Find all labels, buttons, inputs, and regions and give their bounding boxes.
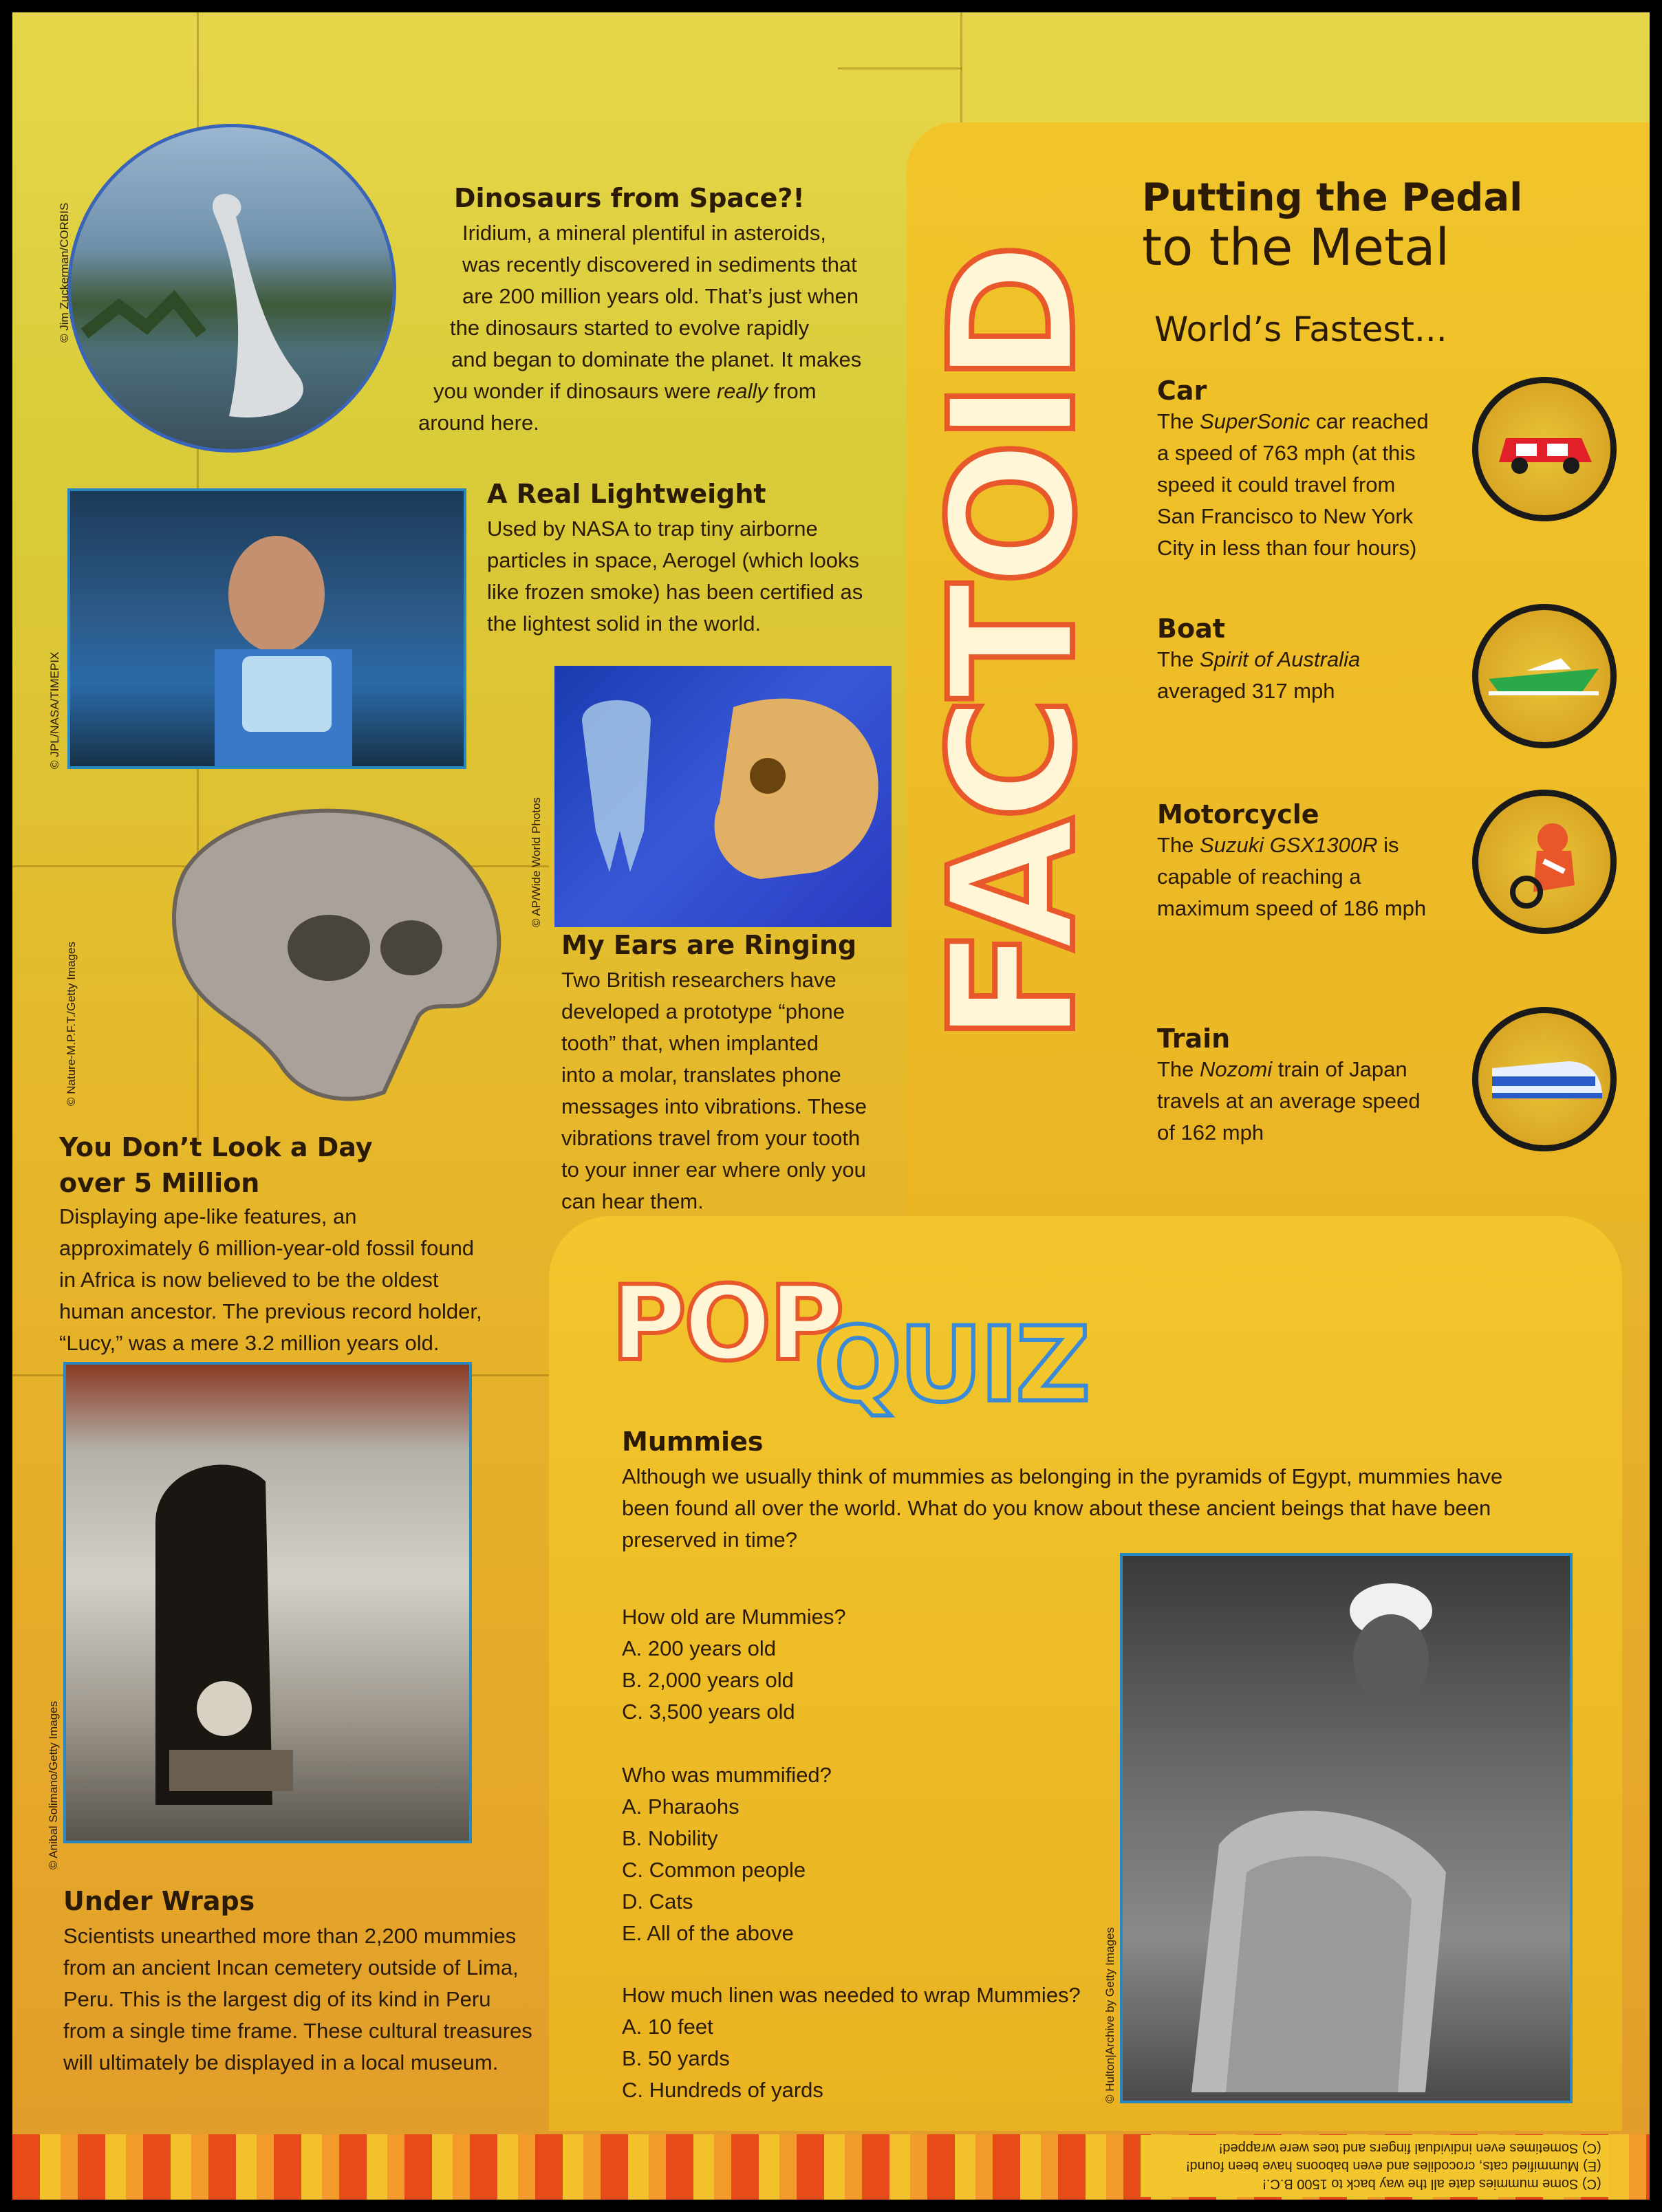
answer-option: A. Pharaohs <box>622 1794 740 1819</box>
text-line: particles in space, Aerogel (which looks <box>487 548 860 572</box>
text-line: like frozen smoke) has been certified as <box>487 580 863 604</box>
factoid-word-text: FACTOID <box>913 246 1113 1044</box>
aerogel-photo <box>67 488 466 769</box>
text-line: from a single time frame. These cultural treasures <box>63 2019 532 2043</box>
car-heading: Car <box>1157 376 1207 406</box>
dinosaur-illustration <box>71 127 396 453</box>
answer-option: B. Nobility <box>622 1826 718 1850</box>
text-line: to your inner ear where only you <box>561 1158 866 1182</box>
aerogel-photo-credit: © JPL/NASA/TIMEPIX <box>48 651 61 769</box>
text-line: Two British researchers have <box>561 968 837 992</box>
text-line: can hear them. <box>561 1189 704 1213</box>
mummy-coffin-illustration <box>1123 1556 1570 2101</box>
text-line: vibrations travel from your tooth <box>561 1126 861 1150</box>
cave-illustration <box>66 1365 469 1841</box>
text-line <box>1157 830 1426 861</box>
question-text: Who was mummified? <box>622 1763 832 1787</box>
emphasis-really: really <box>716 379 768 403</box>
text-span: The <box>1157 647 1200 671</box>
text-line: from an ancient Incan cemetery outside of Lima, <box>63 1955 519 1980</box>
text-line: travels at an average speed <box>1157 1089 1421 1113</box>
text-line: Scientists unearthed more than 2,200 mummies <box>63 1924 517 1948</box>
text-line: City in less than four hours) <box>1157 536 1417 560</box>
text-line: human ancestor. The previous record holder, <box>59 1299 482 1323</box>
answer-option: C. Common people <box>622 1858 806 1882</box>
text-span: The <box>1157 1057 1200 1081</box>
grid-line <box>838 67 962 69</box>
answer-option: A. 200 years old <box>622 1636 777 1660</box>
factoid-title <box>1142 176 1630 275</box>
skull-illustration <box>554 666 892 927</box>
text-span: car reached <box>1310 409 1429 433</box>
quiz-answers-upside-down <box>1141 2135 1608 2197</box>
text-line: tooth” that, when implanted <box>561 1031 819 1055</box>
answer-option: D. Cats <box>622 1889 693 1913</box>
fossil-heading-line2: over 5 Million <box>59 1168 260 1198</box>
boat-heading: Boat <box>1157 614 1225 644</box>
bullet-train-icon <box>1472 1007 1617 1151</box>
answer-option: E. All of the above <box>622 1921 794 1945</box>
fastest-car <box>1157 376 1429 564</box>
incan-cave-photo <box>63 1362 472 1843</box>
text-line <box>1157 1054 1421 1085</box>
lightweight-body <box>487 513 863 640</box>
dinosaur-photo-credit: © Jim Zuckerman/CORBIS <box>58 202 71 343</box>
lightweight-title <box>487 479 766 509</box>
text-line: San Francisco to New York <box>1157 504 1414 528</box>
text-line: Displaying ape-like features, an <box>59 1204 357 1228</box>
text-line: Peru. This is the largest dig of its kind in Peru <box>63 1987 491 2011</box>
answer-line: (C) Sometimes even individual fingers and toes were wrapped! <box>1219 2140 1601 2156</box>
quiz-answers-block <box>1186 2139 1601 2193</box>
text-line: maximum speed of 186 mph <box>1157 896 1427 920</box>
magazine-page <box>12 12 1650 2200</box>
question-text: How old are Mummies? <box>622 1605 846 1629</box>
text-line <box>433 376 898 407</box>
fastest-train <box>1157 1023 1421 1149</box>
text-line: averaged 317 mph <box>1157 679 1335 703</box>
incan-photo-credit: © Anibal Solimano/Getty Images <box>47 1701 60 1869</box>
fossil-skull-photo <box>143 790 528 1106</box>
text-line <box>1157 406 1429 437</box>
text-line: been found all over the world. What do you know about these ancient beings that have been <box>622 1496 1491 1520</box>
factoid-vertical-word <box>913 246 1113 1044</box>
text-line: will ultimately be displayed in a local museum. <box>63 2050 499 2074</box>
quiz-question-1 <box>622 1601 846 1728</box>
text-span: The <box>1157 409 1200 433</box>
fossil-heading-line1: You Don’t Look a Day <box>59 1132 373 1162</box>
text-line: into a molar, translates phone <box>561 1063 841 1087</box>
answer-option: C. 3,500 years old <box>622 1700 795 1724</box>
bullet-train-glyph <box>1478 1013 1610 1145</box>
text-line: around here. <box>418 411 539 435</box>
text-line: the lightest solid in the world. <box>487 611 762 636</box>
wraps-title <box>63 1886 255 1916</box>
ears-body <box>561 964 867 1217</box>
fossil-body <box>59 1201 482 1359</box>
fossil-title <box>59 1129 373 1201</box>
text-line: “Lucy,” was a mere 3.2 million years old. <box>59 1331 440 1355</box>
quiz-topic-heading: Mummies <box>622 1427 764 1457</box>
wraps-heading: Under Wraps <box>63 1886 255 1916</box>
text-line: and began to dominate the planet. It makes <box>451 347 862 371</box>
text-line: the dinosaurs started to evolve rapidly <box>450 316 810 340</box>
mummy-photo <box>1120 1553 1573 2103</box>
scientist-illustration <box>70 491 464 766</box>
dinosaurs-title <box>454 183 805 213</box>
dinosaurs-heading: Dinosaurs from Space?! <box>454 183 805 213</box>
race-car-icon <box>1472 377 1617 521</box>
text-span: from <box>773 379 817 403</box>
quiz-question-2 <box>622 1759 832 1949</box>
text-line: approximately 6 million-year-old fossil found <box>59 1236 475 1260</box>
emphasis-nozomi: Nozomi <box>1200 1057 1273 1081</box>
motorcycle-heading: Motorcycle <box>1157 799 1319 830</box>
text-line: Used by NASA to trap tiny airborne <box>487 517 818 541</box>
fossil-skull-illustration <box>143 790 528 1106</box>
text-line: was recently discovered in sediments that <box>462 252 857 276</box>
lightweight-heading: A Real Lightweight <box>487 479 766 509</box>
dinosaur-photo <box>67 124 396 453</box>
text-line: of 162 mph <box>1157 1120 1264 1145</box>
ears-heading: My Ears are Ringing <box>561 930 857 960</box>
answer-line: (E) Mummified cats, crocodiles and even baboons have been found! <box>1186 2158 1601 2173</box>
text-span: The <box>1157 833 1200 857</box>
fossil-photo-credit: © Nature-M.P.F.T./Getty Images <box>65 942 78 1106</box>
quiz-question-3 <box>622 1980 1081 2106</box>
dinosaurs-body <box>417 217 898 439</box>
text-line: capable of reaching a <box>1157 865 1361 889</box>
question-text: How much linen was needed to wrap Mummies? <box>622 1983 1081 2007</box>
text-span: is <box>1377 833 1399 857</box>
ears-title <box>561 930 856 960</box>
answer-option: A. 10 feet <box>622 2015 713 2039</box>
text-line: a speed of 763 mph (at this <box>1157 441 1416 465</box>
answer-option: B. 2,000 years old <box>622 1668 794 1692</box>
text-span: you wonder if dinosaurs were <box>433 379 717 403</box>
motorcycle-glyph <box>1478 796 1610 928</box>
text-line: speed it could travel from <box>1157 473 1396 497</box>
text-line: preserved in time? <box>622 1528 798 1552</box>
answer-line: (C) Some mummies date all the way back to 1500 B.C.! <box>1262 2176 1601 2191</box>
race-car-glyph <box>1478 383 1610 515</box>
factoid-panel <box>907 122 1650 1223</box>
fastest-boat <box>1157 614 1360 707</box>
text-line: messages into vibrations. These <box>561 1094 867 1118</box>
phone-tooth-photo-credit: © AP/Wide World Photos <box>530 797 543 927</box>
quiz-word: QUIZ <box>814 1305 1088 1425</box>
emphasis-supersonic: SuperSonic <box>1200 409 1310 433</box>
mummy-photo-credit: © Hulton|Archive by Getty Images <box>1103 1927 1116 2103</box>
fastest-motorcycle <box>1157 799 1426 924</box>
phone-tooth-photo <box>554 666 892 927</box>
popquiz-panel <box>549 1216 1622 2131</box>
speedboat-icon <box>1472 604 1617 748</box>
wraps-body <box>63 1920 532 2079</box>
emphasis-spirit-of-australia: Spirit of Australia <box>1200 647 1361 671</box>
quiz-intro <box>622 1461 1502 1556</box>
text-line: Iridium, a mineral plentiful in asteroids, <box>462 221 826 245</box>
factoid-title-line2: to the Metal <box>1142 218 1450 277</box>
text-line <box>1157 644 1360 675</box>
pop-word: POP <box>611 1264 842 1384</box>
text-line: are 200 million years old. That’s just when <box>462 284 859 308</box>
text-line: developed a prototype “phone <box>561 999 845 1023</box>
text-line: in Africa is now believed to be the oldest <box>59 1268 439 1292</box>
answer-option: B. 50 yards <box>622 2046 730 2070</box>
speedboat-glyph <box>1478 610 1610 742</box>
motorcycle-icon <box>1472 790 1617 934</box>
emphasis-suzuki: Suzuki GSX1300R <box>1200 833 1378 857</box>
text-span: train of Japan <box>1272 1057 1407 1081</box>
factoid-subtitle: World’s Fastest... <box>1154 310 1447 349</box>
factoid-title-line1: Putting the Pedal <box>1142 175 1523 220</box>
popquiz-logo <box>611 1264 1088 1425</box>
text-line: Although we usually think of mummies as belonging in the pyramids of Egypt, mummies have <box>622 1464 1503 1488</box>
train-heading: Train <box>1157 1023 1231 1054</box>
answer-option: C. Hundreds of yards <box>622 2078 823 2102</box>
